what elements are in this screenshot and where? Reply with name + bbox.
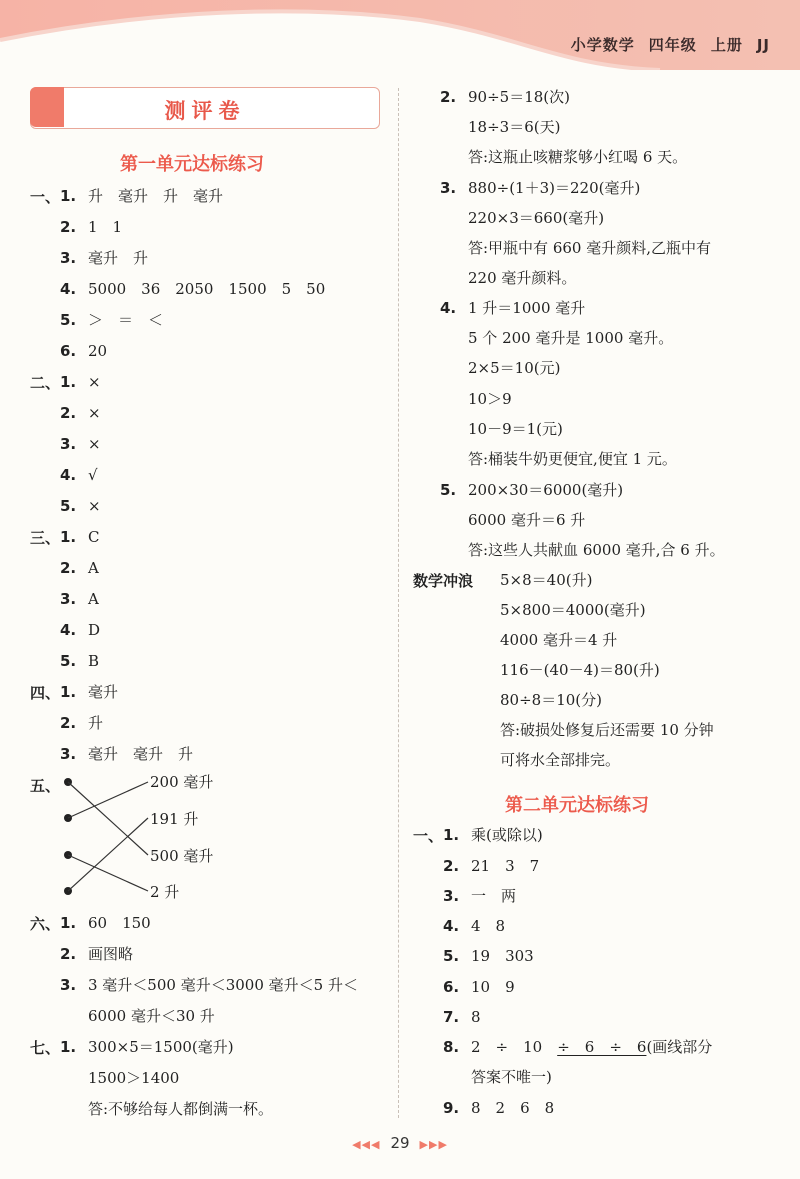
- answer-line: 答案不唯一): [471, 1068, 552, 1086]
- answer-line: 2. 90÷5＝18(次): [440, 88, 570, 106]
- answer-line: 答:不够给每人都倒满一杯。: [88, 1100, 274, 1118]
- answer-line: 1. C: [60, 528, 100, 546]
- answer-line: 2. 21 3 7: [443, 857, 540, 875]
- underlined-part: ÷ 6 ÷ 6: [557, 1038, 647, 1056]
- left-arrows-icon: ◀◀◀: [352, 1138, 381, 1151]
- answer-line: 可将水全部排完。: [500, 751, 621, 769]
- match-option: 2 升: [150, 883, 180, 901]
- answer-line: 答:甲瓶中有 660 毫升颜料,乙瓶中有: [468, 239, 711, 257]
- answer-line: 3. 一 两: [443, 887, 517, 905]
- answer-line: 5×8＝40(升): [500, 571, 593, 589]
- match-line: [68, 855, 148, 891]
- page-title: 测评卷: [164, 99, 246, 123]
- unit1-title: 第一单元达标练习: [120, 154, 264, 175]
- answer-line: 3. 3 毫升＜500 毫升＜3000 毫升＜5 升＜: [60, 976, 358, 994]
- answer-line: 5 个 200 毫升是 1000 毫升。: [468, 329, 674, 347]
- answer-line: 9. 8 2 6 8: [443, 1099, 555, 1117]
- book-info: [557, 34, 770, 55]
- answer-line: 3. 毫升 升: [60, 249, 149, 267]
- answer-line: 8. 2 ÷ 10 ÷ 6 ÷ 6(画线部分: [443, 1038, 713, 1056]
- right-arrows-icon: ▶▶▶: [419, 1138, 448, 1151]
- answer-line: 5. ×: [60, 497, 101, 515]
- answer-line: 1. 升 毫升 升 毫升: [60, 187, 224, 205]
- answer-line: 4. 1 升＝1000 毫升: [440, 299, 586, 317]
- answer-line: 3. A: [60, 590, 99, 608]
- answer-line: 4. 4 8: [443, 917, 506, 935]
- answer-line: 220 毫升颜料。: [468, 269, 577, 287]
- answer-line: 2. 升: [60, 714, 104, 732]
- s3-label: 三、: [30, 529, 61, 547]
- subject-label: 小学数学: [570, 36, 635, 54]
- answer-line: 6000 毫升＜30 升: [88, 1007, 215, 1025]
- match-line: [68, 782, 148, 818]
- s5-label: 五、: [30, 777, 61, 795]
- answer-line: 5. 200×30＝6000(毫升): [440, 481, 624, 499]
- answer-line: 2. ×: [60, 404, 101, 422]
- answer-line: 7. 8: [443, 1008, 481, 1026]
- answer-line: 答:破损处修复后还需要 10 分钟: [500, 721, 714, 739]
- answer-line: 4. √: [60, 466, 98, 484]
- answer-line: 5. ＞ ＝ ＜: [60, 311, 164, 329]
- answer-line: 1500＞1400: [88, 1069, 180, 1087]
- match-line: [68, 782, 148, 855]
- answer-line: 5. B: [60, 652, 100, 670]
- unit2-title: 第二单元达标练习: [505, 795, 649, 816]
- grade-label: 四年级: [648, 36, 697, 54]
- answer-line: 3. 毫升 毫升 升: [60, 745, 194, 763]
- match-option: 500 毫升: [150, 847, 214, 865]
- answer-line: 5. 19 303: [443, 947, 534, 965]
- answer-line: 6. 20: [60, 342, 108, 360]
- s4-label: 四、: [30, 684, 61, 702]
- answer-line: 4. 5000 36 2050 1500 5 50: [60, 280, 326, 298]
- answer-line: 10＞9: [468, 390, 512, 408]
- match-option: 200 毫升: [150, 773, 214, 791]
- s7-label: 七、: [30, 1039, 61, 1057]
- edition-label: JJ: [756, 36, 770, 54]
- volume-label: 上册: [710, 36, 743, 54]
- answer-line: 1. 毫升: [60, 683, 119, 701]
- answer-line: 220×3＝660(毫升): [468, 209, 605, 227]
- u2-s1-label: 一、: [413, 827, 444, 845]
- match-option: 191 升: [150, 810, 199, 828]
- answer-line: 4000 毫升＝4 升: [500, 631, 618, 649]
- answer-line: 6000 毫升＝6 升: [468, 511, 586, 529]
- match-line: [68, 818, 148, 891]
- answer-line: 4. D: [60, 621, 101, 639]
- answer-line: 1. 60 150: [60, 914, 151, 932]
- s2-label: 二、: [30, 374, 61, 392]
- answer-line: 1. 300×5＝1500(毫升): [60, 1038, 234, 1056]
- answer-line: 80÷8＝10(分): [500, 691, 602, 709]
- math-surf-label: 数学冲浪: [413, 572, 474, 590]
- answer-line: 1. ×: [60, 373, 101, 391]
- answer-line: 答:桶装牛奶更便宜,便宜 1 元。: [468, 450, 677, 468]
- answer-line: 答:这瓶止咳糖浆够小红喝 6 天。: [468, 148, 688, 166]
- answer-line: 答:这些人共献血 6000 毫升,合 6 升。: [468, 541, 725, 559]
- answer-line: 1. 乘(或除以): [443, 826, 543, 844]
- answer-line: 18÷3＝6(天): [468, 118, 561, 136]
- answer-line: 3. ×: [60, 435, 101, 453]
- s1-label: 一、: [30, 188, 61, 206]
- answer-line: 2×5＝10(元): [468, 359, 561, 377]
- answer-line: 5×800＝4000(毫升): [500, 601, 646, 619]
- answer-line: 10－9＝1(元): [468, 420, 563, 438]
- answer-line: 3. 880÷(1＋3)＝220(毫升): [440, 179, 641, 197]
- answer-line: 2. A: [60, 559, 99, 577]
- matching-lines: [60, 770, 160, 905]
- s6-label: 六、: [30, 915, 61, 933]
- answer-line: 116－(40－4)＝80(升): [500, 661, 660, 679]
- answer-line: 2. 画图略: [60, 945, 134, 963]
- section-title-box: [30, 87, 380, 129]
- page-footer: [0, 1133, 800, 1152]
- page-number: 29: [390, 1134, 410, 1152]
- answer-line: 2. 1 1: [60, 218, 123, 236]
- column-divider: [398, 88, 399, 1118]
- answer-line: 6. 10 9: [443, 978, 515, 996]
